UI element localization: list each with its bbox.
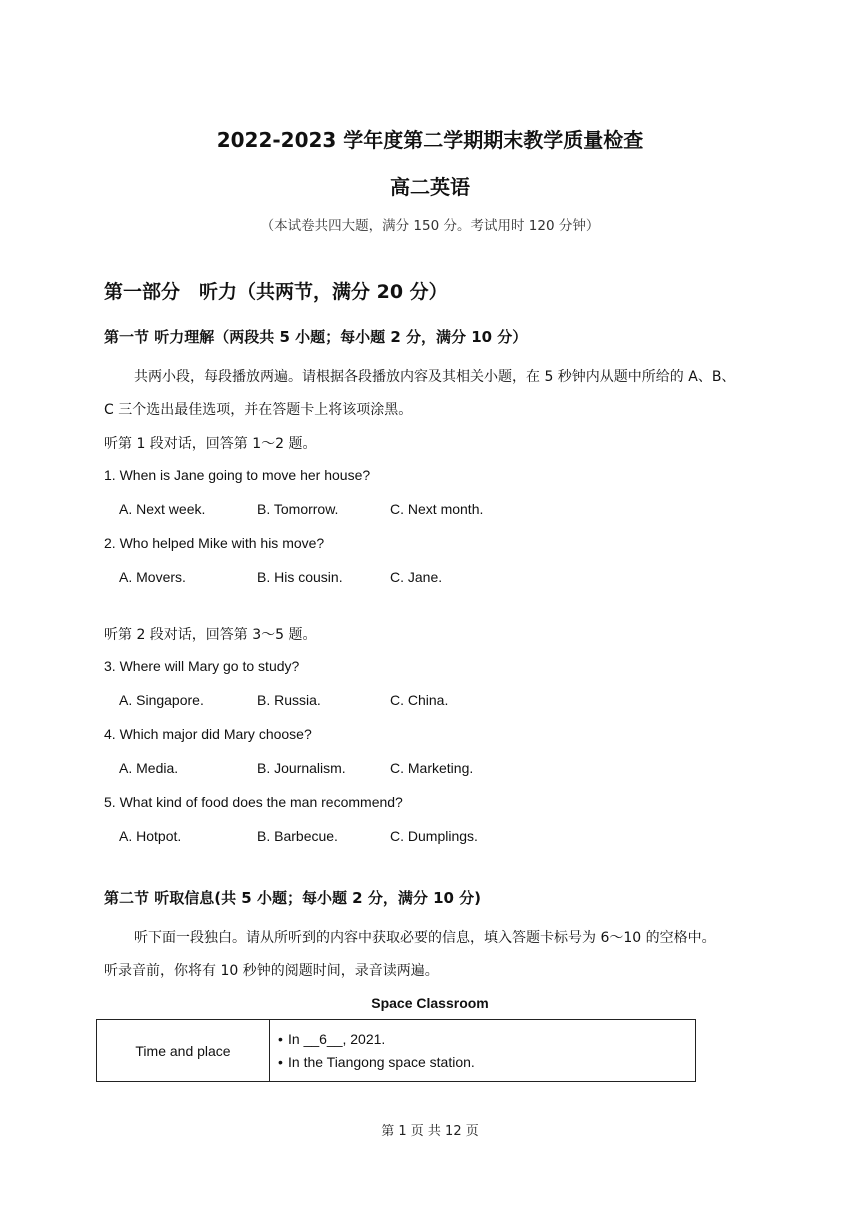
question-1-option-c: C. Next month. [390, 501, 484, 517]
table-bullet-1 [278, 1028, 695, 1051]
dialogue2-prompt: 听第 2 段对话，回答第 3～5 题。 [104, 627, 317, 643]
table-bullet-1-text: In __6__, 2021. [288, 1030, 386, 1047]
exam-note: （本试卷共四大题，满分 150 分。考试用时 120 分钟） [260, 218, 600, 234]
section2-instruction-line2: 听录音前，你将有 10 秒钟的阅题时间，录音读两遍。 [104, 963, 439, 979]
section1-instruction-line2: C 三个选出最佳选项，并在答题卡上将该项涂黑。 [104, 402, 413, 418]
table-label: Time and place [135, 1042, 231, 1059]
section2-instruction-line1: 听下面一段独白。请从所听到的内容中获取必要的信息，填入答题卡标号为 6～10 的空格中。 [134, 930, 716, 946]
question-2-option-c: C. Jane. [390, 569, 443, 585]
question-5-option-b: B. Barbecue. [257, 828, 338, 844]
question-1-option-b: B. Tomorrow. [257, 501, 339, 517]
question-2-option-a: A. Movers. [119, 569, 186, 585]
table-content-cell [270, 1020, 696, 1082]
question-5-option-a: A. Hotpot. [119, 828, 182, 844]
bullet-icon: • [278, 1053, 283, 1070]
question-4-option-a: A. Media. [119, 760, 179, 776]
question-5-option-c: C. Dumplings. [390, 828, 478, 844]
table-bullet-2-text: In the Tiangong space station. [288, 1053, 475, 1070]
page-footer: 第 1 页 共 12 页 [381, 1124, 479, 1139]
table-bullet-2 [278, 1051, 695, 1074]
question-3-option-b: B. Russia. [257, 692, 321, 708]
section2-heading: 第二节 听取信息(共 5 小题；每小题 2 分，满分 10 分) [104, 889, 482, 907]
dialogue1-prompt: 听第 1 段对话，回答第 1～2 题。 [104, 436, 317, 452]
table-row [97, 1020, 696, 1082]
question-2-option-b: B. His cousin. [257, 569, 343, 585]
exam-title: 2022-2023 学年度第二学期期末教学质量检查 [216, 128, 644, 152]
question-5: 5. What kind of food does the man recommend? [104, 794, 403, 810]
question-4-option-b: B. Journalism. [257, 760, 346, 776]
question-3-option-a: A. Singapore. [119, 692, 204, 708]
table-label-cell [97, 1020, 270, 1082]
section1-heading: 第一节 听力理解（两段共 5 小题；每小题 2 分，满分 10 分） [104, 328, 528, 346]
question-4-option-c: C. Marketing. [390, 760, 474, 776]
part1-heading: 第一部分 听力（共两节，满分 20 分） [104, 281, 448, 303]
question-1: 1. When is Jane going to move her house? [104, 467, 371, 483]
info-table [96, 1019, 696, 1082]
question-1-option-a: A. Next week. [119, 501, 206, 517]
bullet-icon: • [278, 1030, 283, 1047]
table-title: Space Classroom [371, 995, 489, 1011]
exam-subject: 高二英语 [390, 175, 470, 199]
question-2: 2. Who helped Mike with his move? [104, 535, 325, 551]
section1-instruction-line1: 共两小段，每段播放两遍。请根据各段播放内容及其相关小题，在 5 秒钟内从题中所给的 A、B、 [134, 369, 736, 385]
question-3: 3. Where will Mary go to study? [104, 658, 300, 674]
question-3-option-c: C. China. [390, 692, 449, 708]
question-4: 4. Which major did Mary choose? [104, 726, 312, 742]
